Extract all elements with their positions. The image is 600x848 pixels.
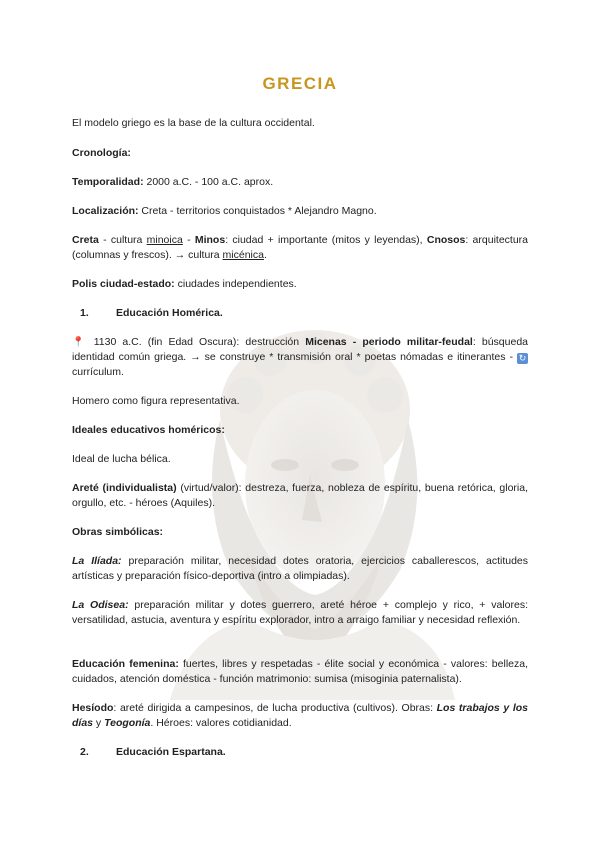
- localizacion-line: [72, 204, 528, 219]
- polis-label: Polis ciudad-estado:: [72, 278, 175, 290]
- localizacion-text: Creta - territorios conquistados * Alejandro Magno.: [138, 205, 377, 217]
- minos-label: Minos: [194, 234, 226, 246]
- homero-line: Homero como figura representativa.: [72, 395, 240, 407]
- section-1-heading: [72, 306, 528, 321]
- lucha-line: Ideal de lucha bélica.: [72, 453, 171, 465]
- iliada-paragraph: [72, 554, 528, 584]
- intro-text: El modelo griego es la base de la cultura occidental.: [72, 117, 315, 129]
- polis-text: ciudades independientes.: [174, 278, 297, 290]
- arete-label: Areté (individualista): [72, 482, 177, 494]
- hesiodo-text-3: . Héroes: valores cotidianidad.: [150, 717, 292, 729]
- iliada-text: preparación militar, necesidad dotes oratoria, ejercicios caballerescos, actitudes artísticas y preparación físico-deportiva (intro a olimpiadas).: [72, 555, 529, 582]
- map-pin-icon: 📍: [72, 337, 88, 348]
- femenina-paragraph: [72, 657, 528, 687]
- hesiodo-label: Hesíodo: [72, 702, 114, 714]
- arete-paragraph: [72, 481, 528, 511]
- homerica-paragraph: [72, 335, 528, 380]
- page-title: GRECIA: [262, 74, 338, 93]
- micenica-link: micénica: [222, 249, 264, 261]
- temporalidad-text: 2000 a.C. - 100 a.C. aprox.: [143, 176, 274, 188]
- femenina-text: fuertes, libres y respetadas - élite social y económica - valores: belleza, cuidados, atención doméstica - función matrimonio: sumisa (misoginia paternalista).: [72, 658, 528, 685]
- odisea-paragraph: [72, 598, 528, 628]
- creta-text-4: : arquitectura (columnas y frescos). → cultura: [72, 234, 528, 261]
- hesiodo-paragraph: [72, 701, 528, 731]
- section-1-title: Educación Homérica.: [116, 307, 223, 319]
- femenina-label: Educación femenina:: [72, 658, 179, 670]
- obra-teogonia: Teogonía: [104, 717, 151, 729]
- creta-paragraph: [72, 233, 528, 263]
- iliada-label: La Ilíada:: [72, 555, 122, 567]
- creta-text-1: - cultura: [98, 234, 147, 246]
- refresh-icon: ↻: [518, 353, 527, 363]
- odisea-label: La Odisea:: [72, 599, 129, 611]
- odisea-text: preparación militar y dotes guerrero, areté héroe + complejo y rico, + valores: versatilidad, astucia, aventura y espíritu explorador, intro a arraigo familiar y necesidad reflexión.: [72, 599, 528, 626]
- hesiodo-text-2: y: [93, 717, 105, 729]
- section-2-heading: [72, 745, 528, 760]
- obras-heading: Obras simbólicas:: [72, 526, 164, 538]
- creta-text-5: .: [263, 249, 267, 261]
- creta-text-2: -: [182, 234, 195, 246]
- homerica-text-3: currículum.: [72, 366, 124, 378]
- arete-text: (virtud/valor): destreza, fuerza, nobleza de espíritu, buena retórica, gloria, orgullo, etc. - héroes (Aquiles).: [72, 482, 528, 509]
- homerica-text-1: 1130 a.C. (fin Edad Oscura): destrucción: [87, 336, 306, 348]
- temporalidad-label: Temporalidad:: [72, 176, 144, 188]
- obra-trabajos-dias: Los trabajos y los días: [72, 702, 528, 729]
- temporalidad-line: [72, 175, 528, 190]
- section-2-number: 2.: [80, 746, 89, 758]
- section-2-title: Educación Espartana.: [116, 746, 226, 758]
- homerica-text-2: : búsqueda identidad común griega. → se construye * transmisión oral * poetas nómadas e itinerantes -: [72, 336, 528, 363]
- hesiodo-text-1: : areté dirigida a campesinos, de lucha productiva (cultivos). Obras:: [113, 702, 437, 714]
- section-1-number: 1.: [80, 307, 89, 319]
- cronologia-heading: Cronología:: [72, 147, 131, 159]
- localizacion-label: Localización:: [72, 205, 139, 217]
- creta-label: Creta: [72, 234, 99, 246]
- cnosos-label: Cnosos: [426, 234, 466, 246]
- creta-text-3: : ciudad + importante (mitos y leyendas),: [225, 234, 427, 246]
- micenas-label: Micenas - periodo militar-feudal: [305, 336, 473, 348]
- polis-line: [72, 277, 528, 292]
- minoica-link: minoica: [146, 234, 183, 246]
- ideales-heading: Ideales educativos homéricos:: [72, 424, 225, 436]
